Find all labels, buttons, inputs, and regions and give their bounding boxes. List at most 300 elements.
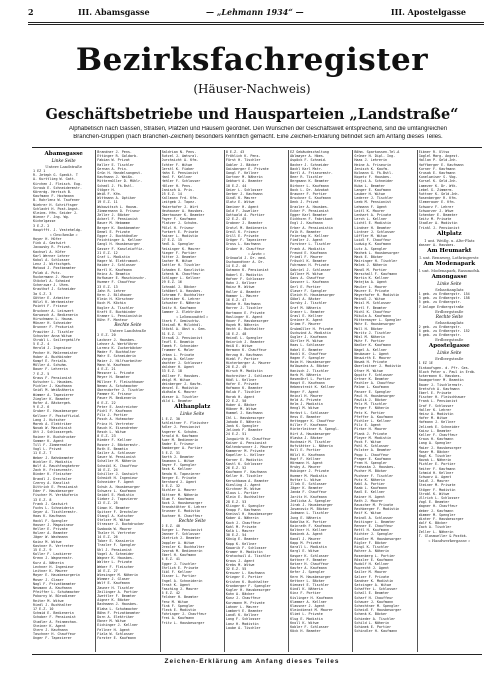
- directory-entry: Graf M. Näherin: [290, 305, 321, 310]
- directory-column: [97, 150, 158, 652]
- directory-entry: Hartmann E. Private: [225, 310, 265, 315]
- directory-entry: Kaltenbrunner J. Maurer: [225, 445, 273, 450]
- directory-column: [419, 150, 480, 652]
- directory-entry: Kaufmann J. Weißn.: [97, 175, 135, 180]
- directory-entry: Schaden E. Kanzlistin: [161, 267, 205, 272]
- directory-entry: Wieser A. Tischler: [161, 394, 199, 399]
- directory-entry: Stöger F. Modistin: [418, 487, 456, 492]
- directory-entry: Gschwandtner A. Dr.: [225, 260, 265, 265]
- directory-entry: Nowak H. Private: [354, 360, 388, 365]
- directory-entry: Heller E. Private: [33, 527, 68, 532]
- directory-entry: Lorenz K. Zuckerbäcker: [97, 345, 143, 350]
- directory-entry: Raab L. Kaufmann: [354, 486, 388, 491]
- directory-entry: Ackermann K. Hausbes.: [418, 374, 462, 379]
- directory-entry: Weber F. Fleischer: [97, 564, 135, 569]
- directory-entry: Freund E. Kaufmann: [290, 250, 327, 255]
- directory-entry: Hubinger J. Private: [290, 469, 329, 474]
- directory-entry: Schuster Anna Witwe: [33, 333, 72, 338]
- directory-entry: Oberndorfer J. Tischler: [97, 387, 145, 392]
- directory-entry: Varga A. Kellner: [161, 356, 195, 361]
- cross-street-note: Sebastianplatz: [435, 287, 464, 293]
- directory-entry: Wimmer A. Tapezierer: [33, 392, 74, 397]
- directory-entry: Kastner R. Vertreter: [33, 543, 74, 548]
- directory-entry: Kuba L. Beamter: [354, 183, 386, 188]
- street-heading: Abamsgasse: [44, 151, 83, 157]
- directory-entry: Bader E. Friseur: [161, 442, 195, 447]
- directory-entry: Illek E. Schlosser: [290, 482, 327, 487]
- directory-entry: Vogel A. Schneider: [97, 551, 135, 556]
- directory-entry: Uhl J. Pensionist: [97, 547, 132, 552]
- directory-entry: Scharf H. Chauffeur: [354, 595, 394, 600]
- directory-entry: Böhm. Sparkassen.Tel.A: [354, 150, 400, 154]
- directory-entry: Gabriel J. Schlosser: [290, 267, 331, 272]
- directory-entry: Ihl L. Hausbesorger: [225, 415, 265, 420]
- directory-entry: Hermann K. Chauffeur: [225, 348, 267, 353]
- directory-entry: Geier L. Schlosser: [225, 187, 263, 192]
- directory-entry: Landl K. Kellner: [225, 613, 259, 618]
- directory-entry: Knapp F. Kaufmann: [225, 508, 261, 513]
- directory-entry: Demel E. Private: [97, 229, 130, 234]
- directory-entry: Palme L. Kaufmann: [354, 385, 390, 390]
- directory-entry: Graner L. Beamter: [290, 309, 325, 314]
- directory-entry: Bock J. Hausbesorger: [161, 501, 203, 506]
- directory-entry: Ackerl F. Pensionist: [97, 217, 139, 222]
- directory-entry: Aigner K. Bäcker: [97, 598, 130, 603]
- directory-entry: Drexler K. Buchhalter: [161, 544, 205, 549]
- directory-entry: Lindner H. Beamter: [354, 225, 392, 230]
- directory-entry: Hanisch J. Tischler: [290, 368, 329, 373]
- directory-entry: Schaffer L. Schlosser: [354, 587, 398, 592]
- directory-entry: Harb M. Näherin: [290, 372, 321, 377]
- directory-entry: Jelinek E. Schneider: [418, 424, 460, 429]
- directory-entry: Mösl M. Näherin: [354, 334, 386, 339]
- directory-entry: Kowarik F. Schlosser: [225, 545, 267, 550]
- directory-entry: Schwarzer J. Wtwe: [418, 208, 454, 213]
- directory-entry: Gruber H. Chauffeur: [225, 246, 265, 251]
- directory-entry: Echter F. Witwe: [161, 162, 193, 167]
- directory-entry: Fürst H. Tischler: [225, 158, 261, 163]
- directory-entry: Friedl F. Maurer: [290, 255, 323, 260]
- directory-entry: Schreiber K. Lehrer: [161, 297, 201, 302]
- directory-entry: Kindl K. Näherin: [290, 587, 323, 592]
- directory-entry: Grabner J. Beamter: [225, 221, 263, 226]
- directory-entry: Kern M. Hausbesorger: [290, 574, 331, 579]
- directory-entry: Heinz A. Modistin: [418, 411, 454, 416]
- directory-entry: Prem H. Spengler: [354, 461, 388, 466]
- directory-entry: 15 E.Z. 9: [33, 548, 52, 553]
- directory-entry: Fenz M. Witwe: [161, 599, 189, 604]
- directory-entry: Kattner F. Beamter: [290, 557, 327, 562]
- directory-entry: Wasner A. Hausbes.: [418, 242, 456, 247]
- directory-entry: Hoffberger E. Kaufmann: [418, 162, 464, 167]
- street-heading: Althanplatz: [174, 403, 211, 410]
- directory-entry: Schauer J. Kaufmann: [354, 599, 394, 604]
- directory-entry: Rauscher M. Private: [354, 503, 394, 508]
- directory-entry: Schild L. Näherin: [354, 620, 390, 625]
- directory-entry: Egger J. Buchhändler: [97, 234, 139, 239]
- directory-entry: Grüner H. Dipl. Ing.: [354, 154, 396, 159]
- directory-entry: Erber A. Pensionistin: [290, 225, 333, 230]
- directory-entry: Kirchen J. Fleisch. Eug.: [33, 181, 82, 186]
- directory-entry: Strobl K. Witwe: [418, 491, 450, 496]
- directory-entry: Haas J. Lehrerin: [354, 158, 388, 163]
- directory-entry: 33 E.Z. 18: [161, 369, 182, 374]
- cross-street-note: Erdbergstraße: [435, 308, 464, 314]
- directory-entry: Roth E. Beamtin: [97, 446, 128, 451]
- directory-entry: Mittermüller D. Mühlr.: [97, 179, 143, 184]
- directory-entry: Kompf E. Ferialb.: [33, 358, 68, 363]
- directory-entry: Fink A. Gastwirt: [33, 241, 66, 246]
- directory-entry: Holub F. Tischler: [225, 390, 261, 395]
- directory-entry: Moser J. Glaser: [33, 577, 64, 582]
- directory-entry: Gerl E. Portier: [290, 284, 321, 289]
- directory-entry: Renner E. Chauffeur: [354, 524, 394, 529]
- directory-entry: Herbst L. Schlosser: [290, 410, 329, 415]
- directory-entry: Blaha L. Schuhmacher: [97, 606, 139, 611]
- directory-entry: Gröger F. Tapezierer: [225, 238, 267, 243]
- directory-entry: Rettl H. Kaufmann: [354, 528, 390, 533]
- directory-entry: Peter E. Anstreicher: [97, 404, 139, 409]
- directory-entry: Stöger H.: [97, 187, 116, 192]
- directory-entry: Wiener F. Jng. Wg.: [33, 215, 70, 220]
- directory-entry: Kirchner M. Witwe: [225, 487, 261, 492]
- intro-paragraph: [34, 126, 482, 141]
- directory-entry: Simon K. Beamter: [97, 505, 130, 510]
- directory-entry: Wachter J. Schlosser: [161, 360, 203, 365]
- directory-entry: Pilz E. Agent: [354, 423, 381, 428]
- directory-entry: Kaminek A. Agent: [290, 532, 323, 537]
- directory-entry: Kugler H. Hausbesorger: [225, 587, 271, 592]
- directory-entry: Ebner M. Witwe: [97, 619, 126, 624]
- directory-entry: Gross L. Kaufmann: [225, 242, 261, 247]
- directory-entry: Kerschbaum A. Beamter: [225, 478, 269, 483]
- directory-entry: Kastl K. Schlosser: [225, 461, 263, 466]
- directory-entry: Kichelgasse: [33, 219, 56, 224]
- directory-entry: Mack E. Bäcker: [354, 255, 383, 260]
- directory-entry: Reiter M. Witwe: [33, 598, 64, 603]
- directory-entry: Till F. Zimmermaler: [33, 443, 72, 447]
- directory-entry: Kutscher L. Hausbes.: [33, 379, 74, 384]
- directory-entry: Neuhauser A. Hausbes.: [161, 208, 205, 213]
- directory-entry: Gangl H. Hausbesorger: [97, 242, 141, 247]
- directory-entry: Karall L. Modistin: [290, 545, 327, 550]
- directory-entry: Hayek M. Näherin: [225, 323, 259, 328]
- directory-entry: Leeb M. Pensionist: [354, 200, 392, 205]
- directory-entry: Heinrich J. Beamter: [225, 339, 265, 344]
- directory-entry: Danner F. Schlosser: [161, 532, 201, 537]
- directory-entry: 6 E.Z. 42: [161, 591, 180, 596]
- directory-entry: 14 E.Z. 46: [225, 264, 247, 269]
- directory-entry: Bloch Peter u. Paul in Erdb.: [418, 369, 476, 374]
- directory-entry: Brandl J. Drechsler: [33, 476, 72, 481]
- directory-entry: Lutz A. Spengler: [354, 246, 388, 251]
- directory-entry: Schechtner M. Spengler: [354, 603, 400, 608]
- directory-entry: Rainer L. Modistin: [161, 234, 199, 239]
- directory-entry: Kopetz F. Hausbes.: [354, 175, 392, 180]
- directory-entry: Kaufmann F. Hochmann: [33, 194, 74, 199]
- directory-entry: 2 E.Z. 20: [97, 333, 116, 338]
- directory-entry: Lichtl E. Modistin: [354, 221, 392, 226]
- directory-entry: 4 E.Z. 21: [97, 366, 116, 371]
- directory-entry: Nagl F. Privatbeamter: [33, 581, 76, 586]
- directory-entry: Eder F. Hausbesorger: [33, 489, 74, 494]
- directory-entry: Hochreiter J. Schlosser: [225, 373, 273, 378]
- directory-entry: Rath J. Maurer: [354, 498, 383, 503]
- directory-entry: Dorn A. Elektriker: [97, 614, 135, 619]
- directory-entry: Kuhn A. Bäcker: [225, 592, 255, 597]
- directory-entry: 12 E.Z. 45: [225, 217, 247, 222]
- directory-entry: Goglel Marg. Angest.: [418, 154, 460, 159]
- directory-entry: Grün H. Handelsangest.: [97, 171, 143, 176]
- directory-entry: Muhr F. Portier: [354, 339, 386, 344]
- directory-entry: Fleck E. Modistin: [161, 607, 197, 612]
- directory-entry: Pauer M. Bedienerin: [97, 396, 137, 401]
- directory-columns: [32, 150, 482, 652]
- directory-entry: Sieber J. Tapezierer: [97, 497, 139, 502]
- directory-entry: Kühn F. Monteur: [97, 318, 128, 323]
- directory-entry: Lenhart A. Private: [354, 213, 392, 218]
- directory-entry: Hallan P. Geld.Jnh.: [418, 158, 458, 163]
- directory-entry: Heiß E. Witwe: [225, 344, 253, 349]
- directory-entry: Fabian W. Privat: [97, 158, 130, 163]
- directory-entry: Brunner F. Prokurist: [33, 325, 74, 330]
- directory-entry: Karl Werner Lehrer: [33, 253, 70, 258]
- directory-entry: Slemerauer E. Kfm.: [418, 200, 456, 205]
- directory-entry: Stark F. Gemischtw.: [161, 318, 201, 323]
- column-divider: [417, 150, 418, 652]
- directory-entry: Wiesinger M. Näherin: [97, 572, 139, 577]
- directory-entry: 1 EZ 1: [33, 169, 46, 173]
- directory-entry: Löffler M. Witwe: [354, 234, 388, 239]
- directory-entry: Lerch L. Kellner: [354, 217, 388, 222]
- directory-entry: Haller A. Beamter: [225, 289, 261, 294]
- directory-entry: Barth J. Beamter: [161, 454, 195, 459]
- directory-entry: Oppitz F. Schlosser: [354, 372, 394, 377]
- directory-entry: Hahn J. Kellner: [225, 281, 257, 286]
- directory-entry: Grasl E. Kellner: [290, 313, 323, 318]
- directory-entry: Sailer M. Maurer: [354, 570, 388, 575]
- directory-entry: Hübner M. Witwe: [225, 407, 257, 412]
- directory-entry: Mandl M. Portier: [354, 267, 388, 272]
- directory-entry: Rainer H. Buchdrucker: [33, 434, 76, 439]
- directory-entry: Münzer H. Schneider: [33, 321, 72, 326]
- directory-entry: Kainrath F. Kaufmann: [290, 524, 331, 529]
- directory-entry: Kolb L. Maurer: [225, 529, 255, 534]
- directory-entry: Hödl L. Kellner: [225, 377, 257, 382]
- directory-entry: Rabl A. Portier: [354, 482, 386, 487]
- directory-entry: Körerdg. Hertsch B.: [33, 190, 72, 195]
- column-divider: [288, 150, 289, 652]
- directory-entry: Brunner E. Modistin: [161, 509, 201, 514]
- running-header: [28, 7, 484, 21]
- directory-entry: Rieger F. Portier: [161, 250, 197, 255]
- directory-entry: Vogl E. Beamter: [418, 500, 450, 505]
- directory-entry: Lang F. Schlosser: [225, 617, 261, 622]
- directory-entry: Hackl K. Chauffeur: [290, 351, 327, 356]
- directory-entry: Geyer A. Tischlermstr.: [33, 510, 78, 515]
- side-label: Linke Seite: [180, 410, 205, 416]
- columns-bottom-rule: [32, 654, 482, 655]
- directory-entry: Schwarz L. Kaufmann: [97, 488, 137, 493]
- directory-entry: Hahn E. Pensionist: [161, 171, 199, 176]
- directory-entry: Putz K. Näherin: [354, 477, 386, 482]
- directory-entry: Feldner H. Beamter: [161, 595, 199, 600]
- directory-entry: Brandner J. Pens.: [97, 150, 132, 154]
- directory-entry: B. Rohrlenz W. Taufener: [33, 198, 80, 203]
- directory-entry: Krejci A. Schneider: [354, 179, 394, 184]
- directory-entry: Meyer H. Beamter: [97, 375, 130, 380]
- directory-entry: Bruckner S. Kaufmann: [290, 196, 331, 201]
- directory-entry: Matoud J. Postbeamter: [33, 266, 76, 271]
- directory-entry: Steiner K. Agent: [33, 623, 66, 628]
- directory-entry: Neuwirth E. Maurer: [354, 355, 392, 360]
- column-divider: [160, 150, 161, 652]
- directory-entry: Satzinger A. Witwe: [354, 582, 392, 587]
- directory-entry: Zeilinger A. Portier: [97, 589, 139, 594]
- directory-entry: Einkaufsgen. d. Pfr. Ges.: [418, 365, 470, 370]
- directory-entry: Moser M. Bäcker: [418, 449, 450, 454]
- page-title: Bezirksfachregister: [75, 42, 429, 78]
- intro-line: Alphabetisch nach Gassen, Straßen, Plätzen und Häusern geordnet. Den Wünschen der Geschäftswelt entsprechend, sind die umfangreichen: [68, 126, 448, 132]
- cross-street-note: 1 unt. Weißg. u. Alte-Platz: [424, 237, 475, 243]
- directory-entry: Pelz M. Tischler: [354, 402, 388, 407]
- directory-entry: Oberhauser K. Beamter: [161, 213, 205, 218]
- directory-entry: Binder K. Fleischer: [33, 472, 72, 477]
- header-right-street: III. Apostelgasse: [390, 7, 466, 17]
- directory-entry: Kramer L. Pensionistin: [97, 313, 143, 318]
- directory-entry: Schnabl J. Bäcker: [161, 284, 197, 289]
- cross-street-note: Untere Landstraße: [45, 164, 82, 169]
- directory-entry: Nagel A. Kellner: [354, 347, 388, 352]
- directory-entry: Zwettler F. Beamter: [97, 593, 137, 598]
- directory-entry: Lang A. Spengler: [418, 441, 452, 446]
- directory-entry: Holzer A. Beamter: [33, 531, 68, 536]
- directory-entry: Schmid H. Kellner: [418, 470, 454, 475]
- directory-entry: Winkler E. Modistin: [33, 459, 72, 464]
- cross-street-note: « Handwerkergasse »: [428, 538, 471, 544]
- directory-entry: Gorsky J. Tischler: [290, 301, 327, 306]
- directory-entry: Stern J. Kaufmann: [33, 627, 68, 632]
- directory-entry: Lintner J. Schlosser: [354, 229, 396, 234]
- directory-entry: Bachmann J. Hausbes.: [97, 602, 139, 607]
- directory-entry: Harrer J. Tischler: [225, 306, 263, 311]
- directory-entry: 18 E.Z. 48: [225, 331, 247, 336]
- directory-entry: Kettner L. Bäcker: [290, 578, 325, 583]
- directory-entry: Kratochwil A. Tischler: [225, 554, 271, 559]
- directory-entry: Dietrich J. Beamter: [161, 536, 201, 541]
- directory-entry: 6 geb. zu Erdbergstr.: [418, 333, 462, 338]
- directory-entry: Kohl M. Private: [225, 524, 257, 529]
- directory-entry: Baumgartner M. Beamtin: [418, 378, 464, 383]
- directory-entry: Kogler A. Tischler: [97, 305, 135, 310]
- directory-entry: Langer E. Kaufmann: [354, 187, 392, 192]
- directory-entry: Huber A. Buchbinder: [33, 354, 72, 359]
- directory-entry: Maurer E. Private: [354, 288, 390, 293]
- directory-column: [33, 150, 94, 652]
- directory-entry: Hölzl K. Kaufmann: [290, 452, 325, 457]
- directory-entry: Kern J. Bildhauer: [97, 292, 132, 297]
- directory-entry: Hauptfft. J. Vesteheldg.: [33, 227, 82, 232]
- directory-entry: Posch A. Hutmacher: [97, 417, 135, 422]
- directory-entry: Ullrich L. Schlosser: [418, 495, 460, 500]
- directory-entry: Tomek F. Schneider: [161, 344, 199, 349]
- directory-entry: Jovanovic M. Bäcker: [290, 507, 329, 512]
- directory-entry: 3 E.Z. 31: [161, 450, 180, 455]
- directory-entry: Loidl F. Chauffeur: [354, 238, 392, 243]
- directory-entry: 5 geb. zu Erdbergstr.: [418, 300, 462, 305]
- cross-street-note: « Geschenke »: [49, 232, 78, 238]
- directory-entry: Vogl L. Privat: [33, 447, 62, 452]
- directory-entry: 8 E.Z. 43: [225, 150, 245, 154]
- directory-entry: Schiller J. Gastwirt: [97, 472, 139, 477]
- directory-entry: Benda H. Tapezierer: [161, 471, 201, 476]
- directory-entry: Schmid E. Bedienerin: [33, 611, 74, 616]
- directory-entry: Ablmayer A. Hbes.: [290, 154, 325, 159]
- directory-entry: Zach A. Tischler: [418, 525, 452, 530]
- directory-entry: Hiller F. Kaufmann: [290, 423, 327, 428]
- directory-entry: 21 E.Z. 12: [97, 250, 118, 255]
- directory-entry: 10 E.Z. 24: [97, 467, 118, 472]
- directory-entry: Hauer F. Hausbesorger: [225, 318, 269, 323]
- directory-entry: Kraus J. Agent: [225, 558, 255, 563]
- directory-entry: Hofmann K. Beamter: [225, 386, 263, 391]
- directory-entry: Bock L. Dr. Advokat: [290, 187, 329, 192]
- directory-entry: 9 E.Z. 6: [33, 405, 50, 410]
- directory-entry: Helm J. Modistin: [290, 402, 323, 407]
- directory-entry: Durchsicht A. Kfm.: [161, 158, 199, 163]
- directory-entry: Hlavka J. Bäcker: [290, 435, 323, 440]
- directory-entry: Hainz M. Witwe: [225, 285, 255, 290]
- directory-entry: Steindl M. Milchhdl.: [161, 323, 203, 328]
- directory-entry: Keller F. Chauffeur: [418, 432, 458, 437]
- directory-entry: Gürtler M. Witwe: [290, 339, 323, 344]
- directory-entry: Strasser J. Buchdrucker: [97, 522, 145, 527]
- directory-entry: Rechberger F. Modistin: [354, 507, 400, 512]
- directory-entry: Haller K. Lehrer: [418, 407, 452, 412]
- directory-entry: Ringl K. Tischler: [354, 545, 390, 550]
- directory-entry: Schedl J. Fk.Bstl.: [97, 183, 135, 188]
- directory-entry: Lahner L. Maurer: [225, 604, 259, 609]
- directory-entry: Schlacht H. Post.Angst.: [33, 206, 80, 211]
- header-rule-double: [28, 24, 484, 25]
- side-label: Rechte Seite: [178, 517, 206, 523]
- directory-entry: Seitz M. Private: [418, 217, 452, 222]
- directory-entry: Hoyer H. Hüfer: [33, 237, 62, 242]
- directory-entry: Grünwald J. Dr. med.: [225, 255, 267, 260]
- directory-entry: Sacher M. Witwe: [161, 259, 193, 264]
- directory-entry: Jungwirth H. Chauffeur: [225, 436, 271, 441]
- directory-entry: Glaser F. Spengler: [290, 288, 327, 293]
- directory-entry: Grimm F. Maurer: [290, 322, 321, 327]
- directory-column: [162, 150, 223, 652]
- cross-street-note: Erdbergstraße: [435, 337, 464, 343]
- directory-entry: Berger E. Private: [161, 475, 197, 480]
- directory-entry: Fink F. Spengler: [161, 603, 195, 608]
- directory-entry: Berger K. Bankbeamter: [97, 225, 141, 230]
- directory-entry: Redl A. Spengler: [161, 242, 195, 247]
- directory-entry: Birkner L. Kaufmann: [290, 183, 329, 188]
- directory-entry: Pammer K. Friseur: [97, 392, 132, 397]
- directory-entry: Ruprecht J. Agent: [354, 566, 390, 571]
- directory-entry: Pawlik J. Bäcker: [354, 397, 388, 402]
- directory-entry: Beer R. Tischler: [290, 175, 323, 180]
- directory-entry: Bauer M. Hebamme: [97, 221, 130, 226]
- directory-entry: Bernhard J. Agent: [161, 480, 197, 485]
- directory-entry: Böhm F. Privatbeamter: [97, 610, 141, 615]
- directory-entry: Pirker H. Maurer: [354, 427, 388, 432]
- directory-entry: Hettegger K. Chauffeur: [290, 419, 336, 423]
- directory-entry: Bergmann K. Beamter: [290, 179, 329, 184]
